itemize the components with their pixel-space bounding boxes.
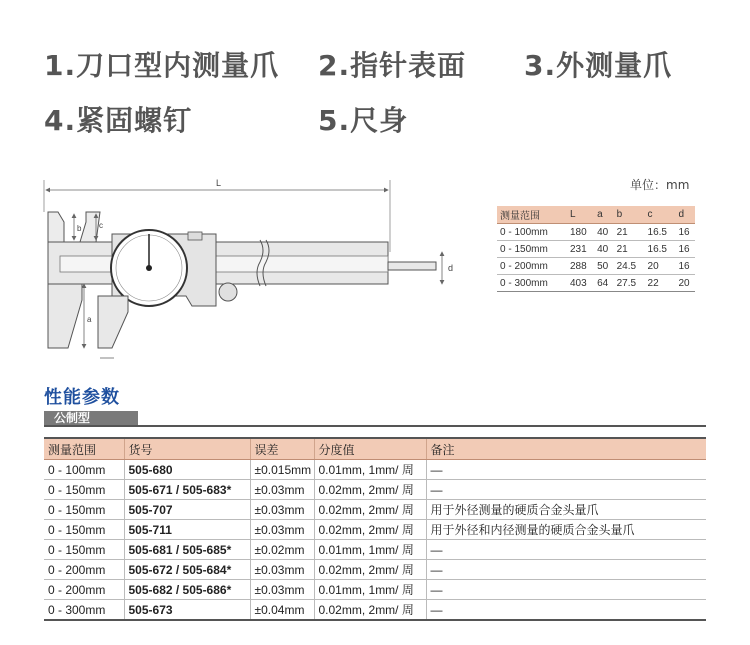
table-cell: 0 - 300mm (44, 600, 124, 621)
metric-tab-label: 公制型 (44, 411, 138, 425)
table-cell: 0 - 150mm (44, 500, 124, 520)
table-cell: 180 (567, 224, 594, 241)
header-cell: b (614, 206, 645, 224)
label-a: a (87, 315, 92, 324)
table-cell: 0.02mm, 2mm/ 周 (314, 520, 426, 540)
legend-item-5: 5.尺身 (318, 104, 409, 137)
table-cell: 0.02mm, 2mm/ 周 (314, 600, 426, 621)
table-cell: 403 (567, 275, 594, 292)
dimension-d (442, 252, 453, 284)
header-cell: a (594, 206, 613, 224)
table-cell: — (426, 480, 706, 500)
table-cell: 0.01mm, 1mm/ 周 (314, 540, 426, 560)
table-cell: 0 - 100mm (497, 224, 567, 241)
table-cell: ±0.03mm (250, 480, 314, 500)
legend-item-3: 3.外测量爪 (524, 49, 673, 82)
label-d: d (448, 263, 454, 273)
spec-table (44, 437, 706, 621)
label-c: c (99, 221, 103, 230)
spec-table-header (44, 438, 706, 460)
model-cell: 505-672 / 505-684* (124, 560, 250, 580)
table-cell: 21 (614, 224, 645, 241)
unit-label: 单位：mm (630, 178, 690, 192)
table-cell: 0 - 150mm (497, 241, 567, 258)
table-cell: 16 (675, 258, 695, 275)
section-title: 性能参数 (44, 387, 120, 408)
table-cell: 0 - 150mm (44, 540, 124, 560)
thumb-roller (219, 283, 237, 301)
depth-rod (388, 262, 436, 270)
table-row (44, 460, 706, 480)
header-cell: 分度值 (314, 438, 426, 460)
main-scale (60, 256, 388, 272)
table-cell: 0 - 150mm (44, 480, 124, 500)
legend-item-2: 2.指针表面 (318, 49, 467, 82)
table-cell: — (426, 580, 706, 600)
table-cell: 用于外径和内径测量的硬质合金头量爪 (426, 520, 706, 540)
table-cell: ±0.03mm (250, 580, 314, 600)
table-cell: — (426, 560, 706, 580)
table-cell: 0.02mm, 2mm/ 周 (314, 480, 426, 500)
table-cell: ±0.015mm (250, 460, 314, 480)
legend-item-1: 1.刀口型内测量爪 (44, 49, 280, 82)
label-b: b (77, 224, 82, 233)
table-row (44, 500, 706, 520)
dimension-table-header (497, 206, 695, 224)
table-cell: 16 (675, 241, 695, 258)
header-cell: d (675, 206, 695, 224)
table-cell: 0 - 200mm (44, 560, 124, 580)
table-cell: 用于外径测量的硬质合金头量爪 (426, 500, 706, 520)
caliper-diagram (38, 172, 463, 367)
table-cell: 21 (614, 241, 645, 258)
header-cell: 货号 (124, 438, 250, 460)
table-cell: ±0.03mm (250, 500, 314, 520)
table-cell: 20 (675, 275, 695, 292)
header-cell: 测量范围 (497, 206, 567, 224)
table-cell: 0 - 150mm (44, 520, 124, 540)
model-cell: 505-671 / 505-683* (124, 480, 250, 500)
table-cell: ±0.04mm (250, 600, 314, 621)
model-cell: 505-680 (124, 460, 250, 480)
table-cell: 64 (594, 275, 613, 292)
table-cell: 0 - 100mm (44, 460, 124, 480)
table-row (44, 560, 706, 580)
table-row (44, 580, 706, 600)
table-cell: 231 (567, 241, 594, 258)
table-cell: 288 (567, 258, 594, 275)
header-cell: 误差 (250, 438, 314, 460)
table-cell: 0 - 200mm (44, 580, 124, 600)
table-cell: — (426, 600, 706, 621)
table-row (497, 224, 695, 241)
model-cell: 505-707 (124, 500, 250, 520)
model-cell: 505-682 / 505-686* (124, 580, 250, 600)
model-cell: 505-711 (124, 520, 250, 540)
table-cell: 20 (645, 258, 676, 275)
dial-face (111, 230, 187, 306)
table-cell: 0.01mm, 1mm/ 周 (314, 580, 426, 600)
table-row (44, 540, 706, 560)
legend-item-4: 4.紧固螺钉 (44, 104, 193, 137)
table-cell: 27.5 (614, 275, 645, 292)
header-cell: c (645, 206, 676, 224)
table-cell: 16.5 (645, 224, 676, 241)
model-cell: 505-681 / 505-685* (124, 540, 250, 560)
table-row (497, 275, 695, 292)
table-cell: 40 (594, 241, 613, 258)
locking-screw (188, 232, 202, 240)
table-cell: 0 - 200mm (497, 258, 567, 275)
header-cell: L (567, 206, 594, 224)
table-row (497, 241, 695, 258)
table-cell: ±0.03mm (250, 520, 314, 540)
dimension-table (497, 206, 695, 292)
table-cell: 0 - 300mm (497, 275, 567, 292)
header-cell: 备注 (426, 438, 706, 460)
table-cell: 22 (645, 275, 676, 292)
table-row (497, 258, 695, 275)
model-cell: 505-673 (124, 600, 250, 621)
table-cell: 40 (594, 224, 613, 241)
table-cell: 50 (594, 258, 613, 275)
metric-section-bar (44, 411, 706, 427)
header-cell: 测量范围 (44, 438, 124, 460)
table-cell: 0.02mm, 2mm/ 周 (314, 560, 426, 580)
table-cell: 16 (675, 224, 695, 241)
table-row (44, 600, 706, 621)
table-cell: 0.02mm, 2mm/ 周 (314, 500, 426, 520)
table-cell: 24.5 (614, 258, 645, 275)
table-cell: 0.01mm, 1mm/ 周 (314, 460, 426, 480)
table-cell: 16.5 (645, 241, 676, 258)
label-l: L (216, 178, 222, 188)
table-cell: ±0.02mm (250, 540, 314, 560)
table-row (44, 480, 706, 500)
table-row (44, 520, 706, 540)
table-cell: — (426, 540, 706, 560)
table-cell: — (426, 460, 706, 480)
table-cell: ±0.03mm (250, 560, 314, 580)
